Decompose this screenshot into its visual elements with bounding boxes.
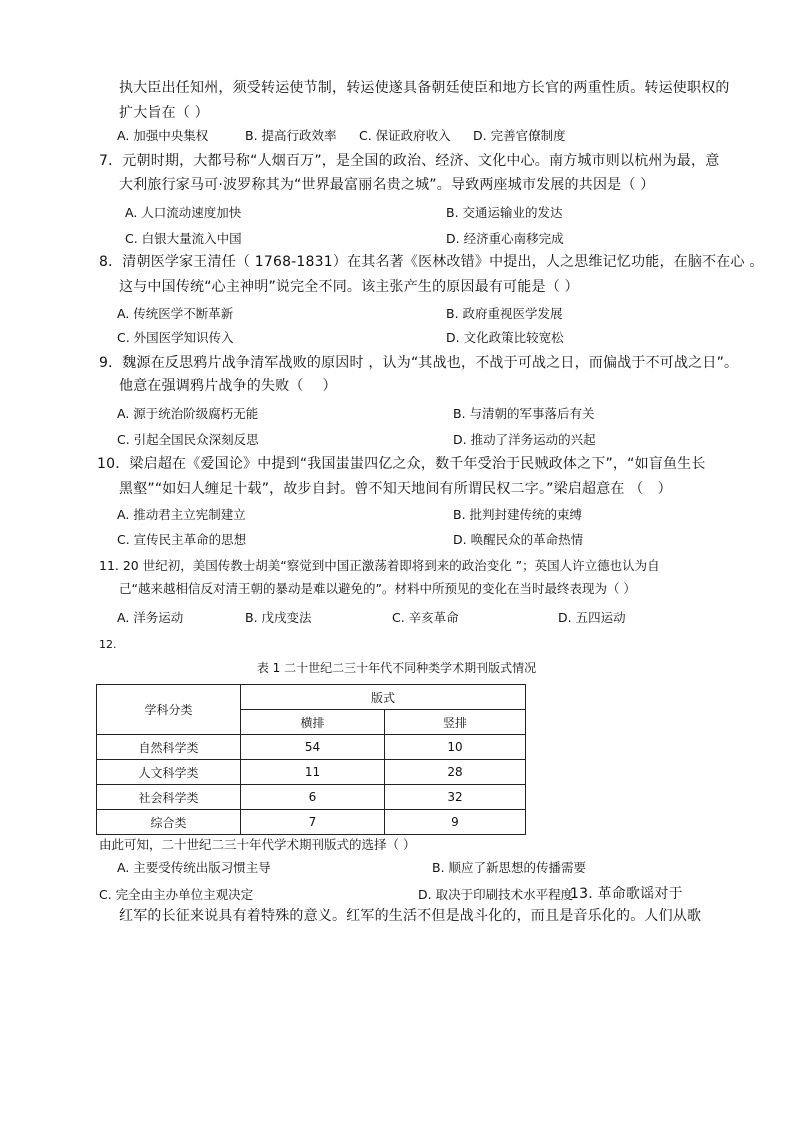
q6-option-c: C. 保证政府收入 (359, 128, 451, 143)
row-horizontal: 54 (241, 735, 385, 760)
q6-option-a: A. 加强中央集权 (117, 128, 209, 143)
q13-stem-inline: 13. 革命歌谣对于 (570, 886, 683, 902)
q6-option-b: B. 提高行政效率 (245, 128, 337, 143)
q12-stem: 由此可知，二十世纪二三十年代学术期刊版式的选择（ ） (99, 837, 416, 852)
q7-stem-line1: 7．元朝时期，大都号称“人烟百万”，是全国的政治、经济、文化中心。南方城市则以杭州为最，意 (99, 153, 720, 169)
header-subject: 学科分类 (97, 685, 241, 735)
header-format: 版式 (241, 685, 526, 710)
q9-option-c: C. 引起全国民众深刻反思 (117, 432, 259, 447)
q8-stem-line1: 8．清朝医学家王清任（ 1768-1831）在其名著《医林改错》中提出，人之思维记忆功能，在脑不在心 。 (99, 254, 764, 270)
q7-option-b: B. 交通运输业的发达 (446, 205, 563, 220)
q10-option-c: C. 宣传民主革命的思想 (117, 532, 247, 547)
q8-option-d: D. 文化政策比较宽松 (446, 330, 564, 345)
q6-option-d: D. 完善官僚制度 (473, 128, 566, 143)
q11-stem-line2: 己“越来越相信反对清王朝的暴动是难以避免的”。材料中所预见的变化在当时最终表现为（ ） (119, 581, 636, 596)
table-row (97, 810, 526, 835)
row-horizontal: 11 (241, 760, 385, 785)
q8-stem-line2: 这与中国传统“心主神明”说完全不同。该主张产生的原因最有可能是（ ） (119, 279, 579, 295)
q12-option-c: C. 完全由主办单位主观决定 (99, 887, 254, 902)
q12-table (96, 684, 526, 835)
q7-option-d: D. 经济重心南移完成 (446, 231, 564, 246)
row-horizontal: 7 (241, 810, 385, 835)
row-vertical: 32 (385, 785, 526, 810)
q10-option-d: D. 唤醒民众的革命热情 (453, 532, 584, 547)
q11-stem-line1: 11. 20 世纪初，美国传教士胡美“察觉到中国正激荡着即将到来的政治变化 ”；英国人许立德也认为自 (99, 558, 660, 573)
q12-table-title: 表 1 二十世纪二三十年代不同种类学术期刊版式情况 (256, 661, 537, 675)
q10-stem-line1: 10．梁启超在《爱国论》中提到“我国蚩蚩四亿之众，数千年受治于民贼政体之下”，“如盲鱼生长 (97, 456, 706, 472)
q9-option-b: B. 与清朝的军事落后有关 (453, 406, 595, 421)
q7-option-c: C. 白银大量流入中国 (125, 231, 242, 246)
q11-option-c: C. 辛亥革命 (392, 610, 459, 625)
q11-option-d: D. 五四运动 (558, 610, 626, 625)
header-vertical: 竖排 (385, 710, 526, 735)
q12-number: 12. (99, 638, 117, 651)
row-vertical: 28 (385, 760, 526, 785)
row-horizontal: 6 (241, 785, 385, 810)
q7-stem-line2: 大利旅行家马可·波罗称其为“世界最富丽名贵之城”。导致两座城市发展的共因是（ ） (119, 177, 655, 193)
q7-option-a: A. 人口流动速度加快 (125, 205, 242, 220)
q6-stem-line1: 执大臣出任知州，须受转运使节制，转运使遂具备朝廷使臣和地方长官的两重性质。转运使职权的 (119, 80, 730, 96)
row-name: 综合类 (97, 810, 241, 835)
q12-option-b: B. 顺应了新思想的传播需要 (432, 860, 587, 875)
q8-option-c: C. 外国医学知识传入 (117, 330, 234, 345)
row-vertical: 10 (385, 735, 526, 760)
q6-stem-line2: 扩大旨在（ ） (119, 105, 209, 121)
q9-stem-line2: 他意在强调鸦片战争的失败（ ） (119, 378, 337, 394)
row-name: 自然科学类 (97, 735, 241, 760)
q9-option-a: A. 源于统治阶级腐朽无能 (117, 406, 259, 421)
q10-stem-line2: 黑壑”“如妇人缠足十载”，故步自封。曾不知天地间有所谓民权二字。”梁启超意在 （ ） (119, 481, 672, 497)
row-name: 人文科学类 (97, 760, 241, 785)
q12-option-a: A. 主要受传统出版习惯主导 (117, 860, 271, 875)
q9-option-d: D. 推动了洋务运动的兴起 (453, 432, 596, 447)
row-vertical: 9 (385, 810, 526, 835)
q10-option-a: A. 推动君主立宪制建立 (117, 507, 246, 522)
q8-option-b: B. 政府重视医学发展 (446, 306, 563, 321)
table-row (97, 735, 526, 760)
q9-stem-line1: 9．魏源在反思鸦片战争清军战败的原因时 ，认为“其战也，不战于可战之日，而偏战于不可战之日”。 (99, 355, 739, 371)
q11-option-b: B. 戊戌变法 (245, 610, 312, 625)
row-name: 社会科学类 (97, 785, 241, 810)
q12-option-d: D. 取决于印刷技术水平程度 (418, 887, 574, 902)
q8-option-a: A. 传统医学不断革新 (117, 306, 234, 321)
q10-option-b: B. 批判封建传统的束缚 (453, 507, 583, 522)
header-horizontal: 横排 (241, 710, 385, 735)
q13-stem-line2: 红军的长征来说具有着特殊的意义。红军的生活不但是战斗化的，而且是音乐化的。人们从歌 (119, 908, 702, 924)
table-row (97, 760, 526, 785)
q11-option-a: A. 洋务运动 (117, 610, 184, 625)
table-row (97, 785, 526, 810)
